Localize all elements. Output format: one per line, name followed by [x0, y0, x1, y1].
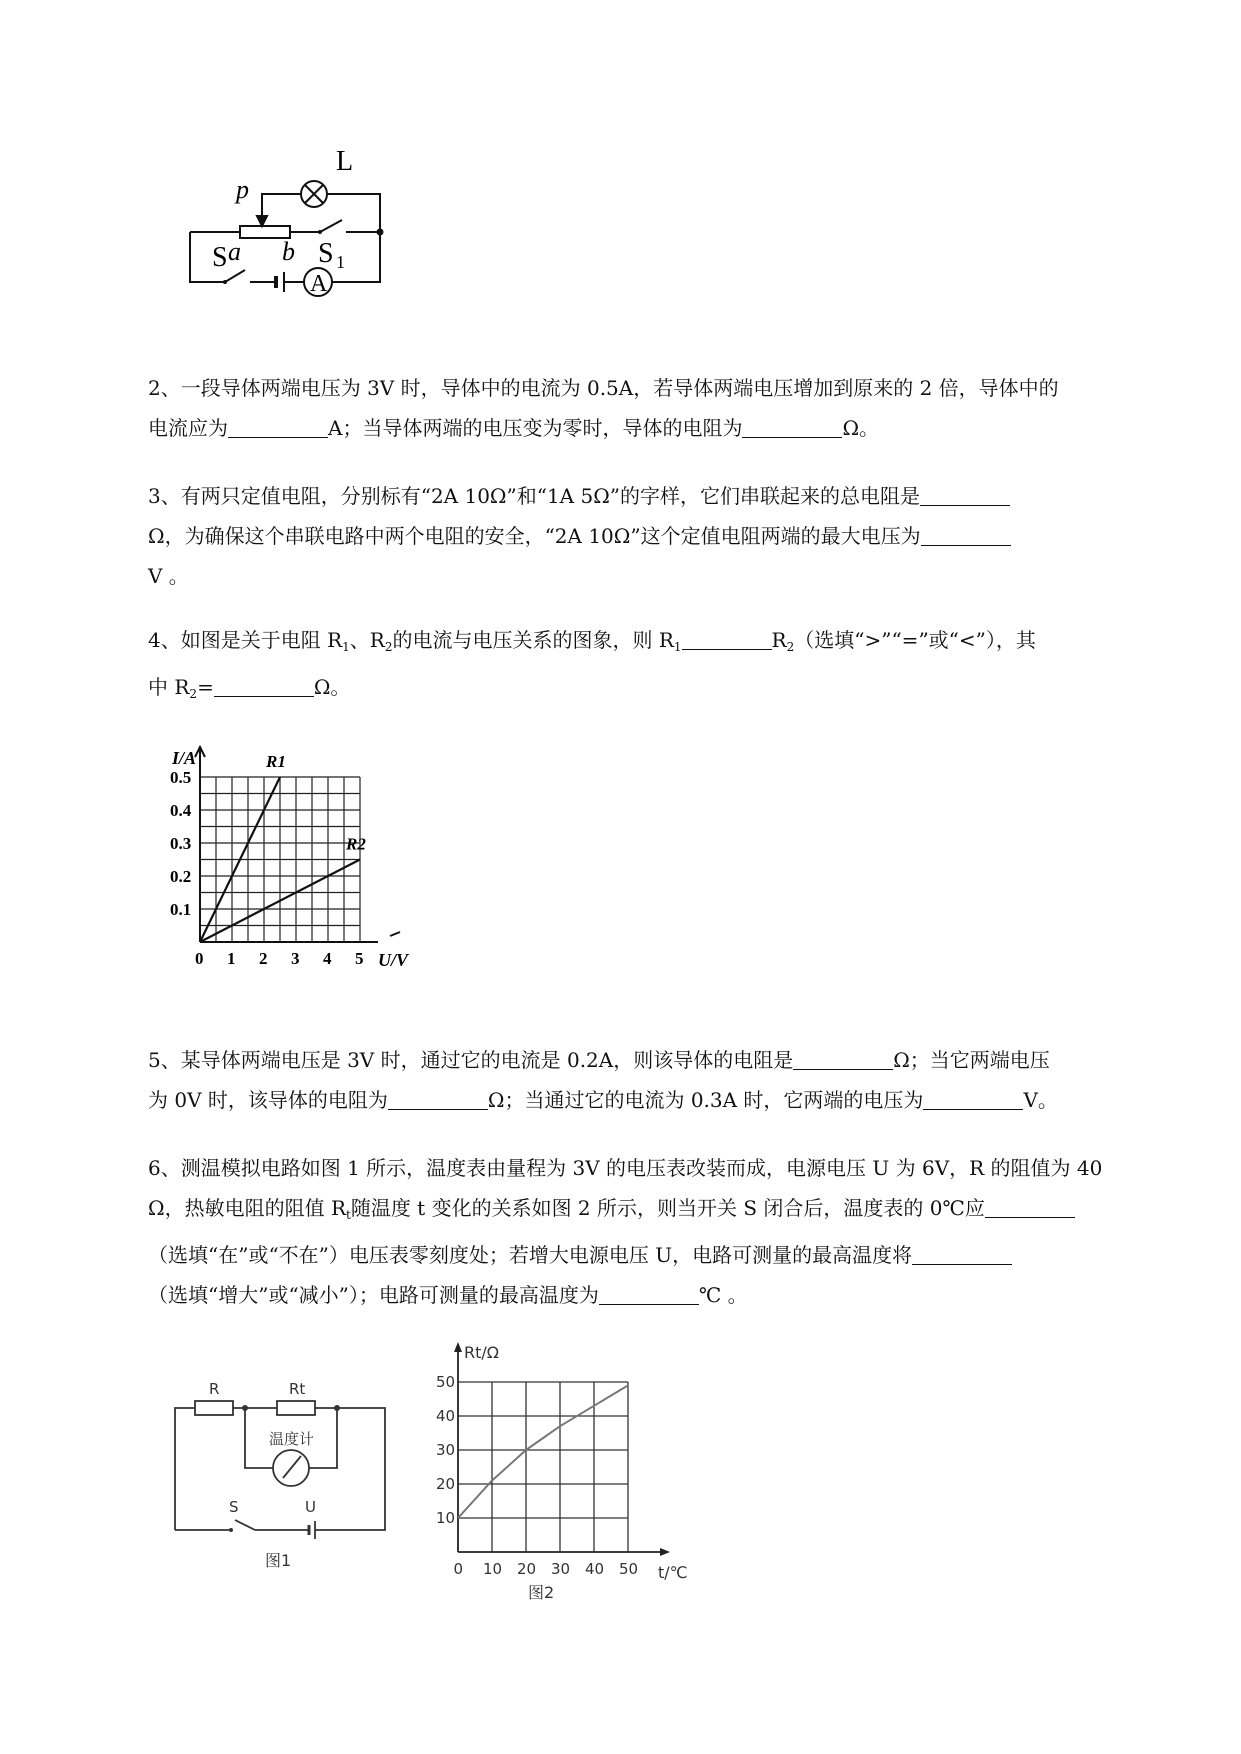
- question-5-text: V。: [1023, 1088, 1058, 1112]
- y-tick-label: 0.4: [170, 801, 192, 820]
- y-tick-label: 30: [436, 1441, 456, 1459]
- answer-blank[interactable]: [912, 1242, 1012, 1265]
- label-thermometer: 温度计: [269, 1430, 315, 1448]
- resistor-r: [195, 1401, 233, 1415]
- circuit-diagram-2: [175, 1370, 405, 1570]
- answer-blank[interactable]: [388, 1087, 488, 1110]
- label-s1-sub: 1: [336, 252, 345, 272]
- question-3: [148, 476, 1168, 596]
- y-tick-label: 0.1: [170, 900, 192, 919]
- rt-t-graph: [420, 1340, 700, 1600]
- y-tick-label: 0.2: [170, 867, 192, 886]
- x-axis-arrow: [660, 1548, 670, 1556]
- iu-graph: [170, 740, 470, 1000]
- switch-s1: [320, 220, 342, 232]
- series-line-rt: [458, 1385, 628, 1518]
- figure-caption-2: 图2: [528, 1583, 555, 1602]
- y-tick-label: 20: [436, 1475, 456, 1493]
- x-tick-label: 2: [259, 949, 268, 968]
- x-axis-label: t/℃: [658, 1563, 688, 1582]
- circuit-diagram-1: [190, 146, 430, 310]
- x-tick-label: 30: [551, 1560, 571, 1578]
- label-r: R: [209, 1380, 220, 1398]
- y-axis-label: Rt/Ω: [464, 1343, 500, 1362]
- answer-blank[interactable]: [920, 483, 1010, 506]
- question-5-text: Ω；当它两端电压: [893, 1048, 1050, 1072]
- label-a: a: [228, 237, 241, 266]
- question-2: [148, 368, 1168, 448]
- question-2-text: Ω。: [842, 416, 880, 440]
- question-6-text: （选填“在”或“不在”）电压表零刻度处；若增大电源电压 U，电路可测量的最高温度将: [148, 1243, 913, 1267]
- answer-blank[interactable]: [599, 1282, 699, 1305]
- x-tick-label: 20: [517, 1560, 537, 1578]
- subscript: 1: [342, 640, 350, 654]
- question-6-text: 随温度 t 变化的关系如图 2 所示，则当开关 S 闭合后，温度表的 0℃应: [350, 1196, 985, 1220]
- x-tick-label: 4: [323, 949, 332, 968]
- question-6-text: （选填“增大”或“减小”）；电路可测量的最高温度为: [148, 1283, 599, 1307]
- label-s: S: [229, 1498, 239, 1516]
- question-5-text: 为 0V 时，该导体的电阻为: [148, 1088, 388, 1112]
- question-4-text: R: [771, 628, 787, 652]
- answer-blank[interactable]: [923, 1087, 1023, 1110]
- question-3-text: 3、有两只定值电阻，分别标有“2A 10Ω”和“1A 5Ω”的字样，它们串联起来的总电阻是: [148, 484, 921, 508]
- x-tick-label: 0: [195, 949, 204, 968]
- switch-s: [225, 270, 245, 282]
- question-2-text: 电流应为: [148, 416, 228, 440]
- answer-blank[interactable]: [682, 627, 772, 650]
- question-4-text: =: [197, 675, 214, 699]
- question-6: [148, 1148, 1168, 1315]
- y-axis-arrow: [454, 1342, 462, 1352]
- x-tick-label: 0: [453, 1560, 464, 1578]
- x-axis-label: U/V: [378, 950, 409, 970]
- resistor-rt: [277, 1401, 315, 1415]
- question-4-text: 4、如图是关于电阻 R: [148, 628, 343, 652]
- x-tick-label: 1: [227, 949, 236, 968]
- subscript: 2: [384, 640, 393, 654]
- label-b: b: [282, 237, 295, 266]
- circuit-wire: [175, 1408, 195, 1530]
- question-5: [148, 1040, 1168, 1120]
- y-axis-label: I/A: [172, 748, 197, 768]
- circuit-wire: [315, 1408, 385, 1530]
- question-4-text: 中 R: [148, 675, 190, 699]
- question-4-text: Ω。: [313, 675, 351, 699]
- y-tick-label: 0.3: [170, 834, 192, 853]
- question-4-text: 、R: [349, 628, 385, 652]
- question-5-text: 5、某导体两端电压是 3V 时，通过它的电流是 0.2A，则该导体的电阻是: [148, 1048, 794, 1072]
- y-tick-label: 40: [436, 1407, 456, 1425]
- x-tick-label: 3: [291, 949, 300, 968]
- label-p: p: [236, 175, 249, 204]
- answer-blank[interactable]: [742, 415, 842, 438]
- figure-caption-1: 图1: [265, 1551, 292, 1570]
- x-tick-label: 5: [355, 949, 364, 968]
- answer-blank[interactable]: [793, 1047, 893, 1070]
- subscript: t: [346, 1208, 351, 1222]
- subscript: 2: [189, 687, 198, 701]
- subscript: 2: [786, 640, 795, 654]
- question-6-text: ℃ 。: [698, 1283, 748, 1307]
- y-tick-label: 50: [436, 1373, 456, 1391]
- x-axis-arrow: [390, 932, 400, 936]
- x-tick-label: 50: [619, 1560, 639, 1578]
- question-3-text: Ω，为确保这个串联电路中两个电阻的安全，“2A 10Ω”这个定值电阻两端的最大电压为: [148, 524, 921, 548]
- question-2-text: A；当导体两端的电压变为零时，导体的电阻为: [328, 416, 743, 440]
- question-6-text: 6、测温模拟电路如图 1 所示，温度表由量程为 3V 的电压表改装而成，电源电压 U 为 6V，R 的阻值为 40: [148, 1156, 1103, 1180]
- y-tick-label: 0.5: [170, 768, 192, 787]
- question-6-text: Ω，热敏电阻的阻值 R: [148, 1196, 346, 1220]
- answer-blank[interactable]: [985, 1195, 1075, 1218]
- question-4-text: （选填“>”“=”或“<”），其: [794, 628, 1036, 652]
- x-tick-label: 40: [585, 1560, 605, 1578]
- question-2-text: 2、一段导体两端电压为 3V 时，导体中的电流为 0.5A，若导体两端电压增加到原来的 2 倍，导体中的: [148, 376, 1059, 400]
- label-rt: Rt: [289, 1380, 306, 1398]
- question-5-text: Ω；当通过它的电流为 0.3A 时，它两端的电压为: [487, 1088, 924, 1112]
- answer-blank[interactable]: [921, 523, 1011, 546]
- x-tick-label: 10: [483, 1560, 503, 1578]
- answer-blank[interactable]: [214, 674, 314, 697]
- circuit-wire: [327, 194, 380, 232]
- question-3-text: V 。: [148, 564, 189, 588]
- switch-s: [235, 1520, 255, 1530]
- question-4: [148, 620, 1168, 714]
- series-label-r1: R1: [266, 752, 286, 771]
- y-tick-label: 10: [436, 1509, 456, 1527]
- label-ammeter: A: [310, 271, 328, 297]
- label-s: S: [212, 242, 228, 273]
- label-l: L: [336, 146, 354, 177]
- subscript: 1: [673, 640, 682, 654]
- label-s1: S: [318, 238, 334, 269]
- series-label-r2: R2: [346, 834, 366, 854]
- label-u: U: [305, 1498, 316, 1516]
- question-4-text: 的电流与电压关系的图象，则 R: [392, 628, 674, 652]
- answer-blank[interactable]: [228, 415, 328, 438]
